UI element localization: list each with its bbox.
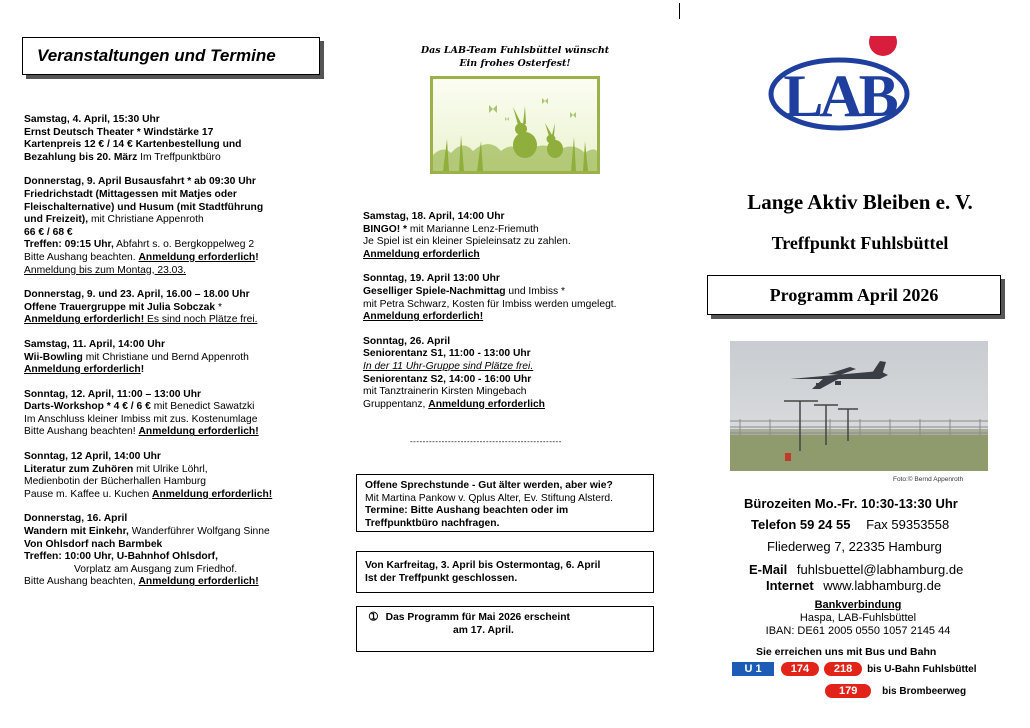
divider: ------------------------------------------------ [410, 437, 562, 446]
info-icon: ➀ [369, 612, 378, 623]
event-meeting-place: Abfahrt s. o. Bergkoppelweg 2 [113, 239, 255, 251]
registration-required: Anmeldung erforderlich [428, 398, 545, 410]
event-date: Donnerstag, 16. April [24, 513, 128, 525]
event-meeting: Treffen: 09:15 Uhr, [24, 239, 114, 251]
event-date: Sonntag, 19. April 13:00 Uhr [363, 273, 500, 285]
event-host: mit Christiane und Bernd Appenroth [82, 351, 249, 363]
event-wii-bowling [24, 339, 324, 377]
greeting-line: Ein frohes Osterfest! [459, 58, 571, 69]
fax-number: Fax 59353558 [866, 517, 950, 532]
registration-required: Anmeldung erforderlich! [138, 576, 259, 588]
event-date: Donnerstag, 9. und 23. April, 16.00 – 18.00 Uhr [24, 289, 250, 301]
transit-destination: bis Brombeerweg [882, 685, 967, 697]
event-title: Offene Trauergruppe mit Julia Sobczak [24, 301, 216, 313]
event-host: mit Ulrike Löhrl, [133, 463, 208, 475]
event-title: BINGO! * [363, 223, 408, 235]
event-note: und Imbiss * [505, 285, 566, 297]
phone-fax [751, 517, 949, 532]
event-note: ! [140, 364, 145, 376]
event-title: Friedrichstadt (Mittagessen mit Matjes oder [24, 188, 237, 200]
bank-iban: IBAN: DE61 2005 0550 1057 2145 44 [765, 625, 951, 637]
box-text: Mit Martina Pankow v. Qplus Alter, Ev. Stiftung Alsterd. [365, 492, 613, 504]
lab-logo-graphic [767, 36, 917, 136]
event-date: Samstag, 4. April, 15:30 Uhr [24, 114, 160, 125]
event-price: 66 € / 68 € [24, 226, 73, 238]
internet-label: Internet [766, 578, 814, 593]
event-literature [24, 451, 324, 501]
event-host: mit Marianne Lenz-Friemuth [407, 223, 539, 235]
registration-required: Anmeldung erforderlich! [363, 311, 484, 323]
event-note: Gruppentanz, [363, 398, 429, 410]
email-link[interactable]: fuhlsbuettel@labhamburg.de [796, 562, 964, 577]
event-bus-trip [24, 176, 324, 277]
page-marker [679, 3, 680, 19]
registration-required: Anmeldung erforderlich! [152, 488, 273, 500]
bus-179-badge: 179 [825, 684, 871, 698]
office-hours-box [356, 474, 654, 532]
program-title-box [707, 275, 1001, 315]
box-text: Termine: Bitte Aushang beachten oder im [365, 505, 569, 517]
office-hours: Bürozeiten Mo.-Fr. 10:30-13:30 Uhr [744, 496, 958, 511]
event-date: Sonntag, 26. April [363, 335, 451, 347]
box-title: Offene Sprechstunde - Gut älter werden, aber wie? [365, 480, 613, 491]
event-detail: Fleischalternative) und Husum (mit Stadtführung [24, 201, 264, 213]
lab-logo [767, 36, 917, 136]
event-title: Darts-Workshop * 4 € / 6 € [24, 401, 151, 413]
internet-row [766, 578, 941, 593]
event-darts [24, 389, 324, 439]
phone-number: Telefon 59 24 55 [751, 517, 851, 532]
event-session: Seniorentanz S1, 11:00 - 13:00 Uhr [363, 348, 531, 360]
email-label: E-Mail [749, 562, 788, 577]
next-program-box [356, 606, 654, 652]
section-title: Veranstaltungen und Termine [37, 46, 276, 65]
event-deadline: Bezahlung bis 20. März [24, 151, 138, 163]
event-note: Es sind noch Plätze frei. [144, 314, 258, 326]
registration-required: Anmeldung erforderlich! [138, 426, 259, 438]
event-title: Wii-Bowling [24, 351, 83, 363]
event-grief-group [24, 289, 324, 327]
event-title: Ernst Deutsch Theater * Windstärke 17 [24, 126, 214, 138]
box-text: Das Programm für Mai 2026 erscheint [385, 612, 570, 623]
transit-row-2 [825, 684, 966, 698]
registration-required: Anmeldung erforderlich [363, 248, 480, 260]
event-location: Im Treffpunktbüro [137, 151, 221, 163]
event-session: Seniorentanz S2, 14:00 - 16:00 Uhr [363, 373, 532, 385]
event-meeting-place: Vorplatz am Ausgang zum Friedhof. [74, 563, 238, 575]
program-title: Programm April 2026 [769, 285, 939, 305]
event-note: * [215, 301, 222, 313]
event-host: mit Benedict Sawatzki [150, 401, 255, 413]
box-text: Ist der Treffpunkt geschlossen. [365, 572, 518, 584]
photo-credit: Foto:© Bernd Appenroth [893, 476, 964, 483]
event-detail: Je Spiel ist ein kleiner Spieleinsatz zu zahlen. [363, 236, 571, 248]
event-bingo [363, 211, 663, 261]
event-route: Von Ohlsdorf nach Barmbek [24, 538, 163, 550]
registration-required: Anmeldung erforderlich [138, 251, 256, 263]
box-text: Von Karfreitag, 3. April bis Ostermontag, 6. April [365, 560, 601, 571]
easter-image [430, 76, 600, 174]
bank-title: Bankverbindung [814, 599, 902, 611]
event-note: Bitte Aushang beachten, [24, 576, 139, 588]
meeting-place-title: Treffpunkt Fuhlsbüttel [771, 233, 949, 253]
transit-destination: bis U-Bahn Fuhlsbüttel [867, 663, 977, 675]
registration-deadline: Anmeldung bis zum Montag, 23.03. [24, 264, 186, 276]
event-detail: Medienbotin der Bücherhallen Hamburg [24, 476, 207, 488]
event-host: mit Tanztrainerin Kirsten Mingebach [363, 386, 527, 398]
event-date: Sonntag, 12 April, 14:00 Uhr [24, 451, 161, 463]
airport-photo [730, 341, 988, 471]
event-date: Samstag, 11. April, 14:00 Uhr [24, 338, 165, 350]
address: Fliederweg 7, 22335 Hamburg [767, 539, 942, 554]
org-name: Lange Aktiv Bleiben e. V. [747, 190, 973, 214]
transit-title: Sie erreichen uns mit Bus und Bahn [756, 646, 937, 658]
event-meeting: Treffen: 10:00 Uhr, U-Bahnhof Ohlsdorf, [24, 551, 218, 563]
event-detail: und Freizeit), [24, 214, 89, 226]
logo-text: LAB [783, 63, 895, 129]
event-theater [24, 114, 324, 164]
registration-required: Anmeldung erforderlich [24, 364, 141, 376]
event-detail: mit Petra Schwarz, Kosten für Imbiss werden umgelegt. [363, 298, 617, 310]
box-text: am 17. April. [453, 624, 514, 636]
event-host: mit Christiane Appenroth [88, 214, 204, 226]
easter-bunnies-illustration [433, 79, 597, 171]
event-note: Bitte Aushang beachten. [24, 251, 139, 263]
event-title: Literatur zum Zuhören [24, 463, 134, 475]
bank-details [740, 599, 976, 638]
email-row [749, 562, 963, 577]
ubahn-u1-badge: U 1 [732, 662, 774, 676]
left-events [24, 114, 324, 601]
closure-notice-box [356, 551, 654, 593]
bus-218-badge: 218 [824, 662, 862, 676]
transit-row-1 [732, 662, 977, 676]
event-games-afternoon [363, 273, 663, 323]
section-title-box [22, 37, 320, 75]
event-title: Wandern mit Einkehr, [24, 526, 129, 538]
event-senior-dance [363, 336, 663, 412]
event-price: Kartenpreis 12 € / 14 € Kartenbestellung und [24, 139, 242, 151]
event-note: Pause m. Kaffee u. Kuchen [24, 488, 153, 500]
greeting-line: Das LAB-Team Fuhlsbüttel wünscht [420, 45, 610, 56]
bank-name: Haspa, LAB-Fuhlsbüttel [799, 612, 917, 624]
event-date: Samstag, 18. April, 14:00 Uhr [363, 211, 505, 222]
event-detail: Im Anschluss kleiner Imbiss mit zus. Kostenumlage [24, 413, 258, 425]
website-link[interactable]: www.labhamburg.de [823, 578, 942, 593]
event-note: Bitte Aushang beachten! [24, 426, 139, 438]
box-text: Treffpunktbüro nachfragen. [365, 517, 500, 529]
airplane-photo-graphic [730, 341, 988, 471]
registration-required: Anmeldung erforderlich! [24, 314, 145, 326]
easter-greeting [380, 44, 650, 70]
event-note: In der 11 Uhr-Gruppe sind Plätze frei. [363, 360, 534, 372]
event-note: ! [255, 251, 259, 263]
event-date: Donnerstag, 9. April Busausfahrt * ab 09:30 Uhr [24, 176, 256, 188]
event-host: Wanderführer Wolfgang Sinne [128, 526, 270, 538]
event-date: Sonntag, 12. April, 11:00 – 13:00 Uhr [24, 388, 202, 400]
event-hiking [24, 513, 324, 589]
event-title: Geselliger Spiele-Nachmittag [363, 285, 506, 297]
middle-events [363, 211, 663, 423]
bus-174-badge: 174 [781, 662, 819, 676]
